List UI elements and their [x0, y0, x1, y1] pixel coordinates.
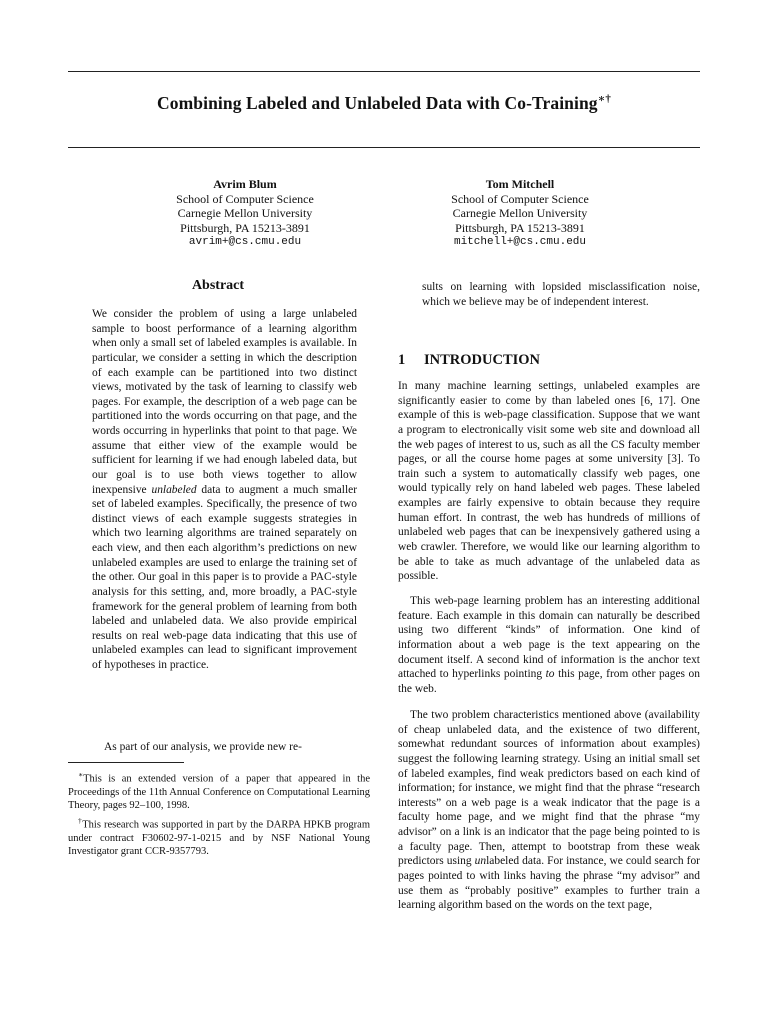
abstract-text-b: data to augment a much smaller set of labeled examples. Specifically, the presence of two distinct views of each example suggests strategies in which two learning algorithms are trained separately on each view, and then each algorithm’s predictions on new unlabeled examples are used to enlarge the training set of the other. Our goal in this paper is to provide a PAC-style analysis for this setting, and, more broadly, a PAC-style framework for the general problem of learning from both labeled and unlabeled data. We also provide empirical results on real web-page data indicating that this use of unlabeled examples can lead to significant improvement of hypotheses in practice. — [92, 483, 358, 671]
author-city: Pittsburgh, PA 15213-3891 — [180, 220, 310, 235]
abstract-heading: Abstract — [191, 278, 245, 293]
author-name: Avrim Blum — [213, 177, 277, 191]
footnote-mark: † — [78, 816, 83, 825]
intro-p2-text-b: this page, from other pages on the web. — [398, 668, 700, 695]
author-block-1 — [130, 177, 360, 250]
abstract-emphasis: unlabeled — [151, 483, 197, 496]
footnote-1 — [68, 768, 370, 812]
author-dept: School of Computer Science — [176, 191, 314, 206]
footnote-text: This is an extended version of a paper that appeared in the Proceedings of the 11th Annual Conference on Computational Learning Theory, pages 92–100, 1998. — [68, 773, 370, 811]
footnote-mark: ∗ — [78, 770, 84, 779]
author-dept: School of Computer Science — [451, 191, 589, 206]
footnote-text: This research was supported in part by the DARPA HPKB program under contract F30602-97-1-0215 and by NSF National Young Investigator grant CCR-9357793. — [68, 819, 371, 857]
footnote-2 — [68, 814, 370, 858]
abstract-paragraph-2-continued: sults on learning with lopsided misclassification noise, which we believe may be of independent interest. — [422, 281, 700, 308]
section-number: 1 — [398, 352, 406, 368]
title-rule-top — [68, 71, 700, 72]
author-email: avrim+@cs.cmu.edu — [188, 236, 302, 248]
intro-p2-emphasis: to — [545, 668, 555, 681]
title-rule-bottom — [68, 147, 700, 148]
intro-p3-text-a: The two problem characteristics mentioned above (availability of cheap unlabeled data, and the existence of two different, somewhat redundant sources of information about examples) suggest the following learning strategy. Using an initial small set of labeled examples, find weak predictors based on each kind of information; for instance, we might find that the phrase “research interests” on a web page is a weak indicator that the page is a faculty home page, and we might find that the phrase “my advisor” on a link is an indicator that the page being pointed to is a faculty page. Then, attempt to bootstrap from these weak predictors using — [398, 709, 700, 868]
footnote-rule — [68, 762, 184, 763]
author-name: Tom Mitchell — [485, 177, 555, 191]
intro-p2-text-a: This web-page learning problem has an interesting additional feature. Each example in this domain can naturally be described using two different “kinds” of information. One kind of information about a web page is the text appearing on the document itself. A second kind of information is the anchor text attached to hyperlinks pointing — [398, 595, 700, 681]
title-footnote-marks: ∗† — [597, 93, 611, 105]
section-title: INTRODUCTION — [424, 352, 541, 368]
author-email: mitchell+@cs.cmu.edu — [453, 236, 587, 248]
author-university: Carnegie Mellon University — [452, 206, 588, 220]
intro-p3-emphasis: un — [474, 855, 487, 868]
author-city: Pittsburgh, PA 15213-3891 — [455, 220, 585, 235]
author-block-2 — [405, 177, 635, 250]
abstract-paragraph-2-start: As part of our analysis, we provide new re- — [104, 741, 302, 753]
section-heading-introduction — [398, 352, 540, 369]
author-university: Carnegie Mellon University — [177, 206, 313, 220]
abstract-paragraph-1 — [92, 307, 357, 673]
intro-paragraph-1: In many machine learning settings, unlabeled examples are significantly easier to come by than labeled ones [6, 17]. One example of this is web-page classification. Suppose that we want a program to electronically visit some web site and download all the web pages of interest to us, such as all the CS faculty member pages, or all the course home pages at some university [3]. To train such a system to automatically classify web pages, one would typically rely on hand labeled web pages. These labeled examples are fairly expensive to obtain because they require human effort. In contrast, the web has hundreds of millions of unlabeled web pages that can be inexpensively gathered using a web crawler. Therefore, we would like our learning algorithm to be able to take as much advantage of the unlabeled data as possible. — [398, 380, 700, 583]
intro-paragraph-2 — [398, 594, 700, 696]
paper-title — [68, 92, 700, 114]
intro-paragraph-3 — [398, 708, 700, 913]
abstract-text-a: We consider the problem of using a large unlabeled sample to boost performance of a learning algorithm when only a small set of labeled examples is available. In particular, we consider a setting in which the description of each example can be partitioned into two distinct views, motivated by the task of learning to classify web pages. For example, the description of a web page can be partitioned into the words occurring on that page, and the words occurring in hyperlinks that point to that page. We assume that either view of the example would be sufficient for learning if we had enough labeled data, but our goal is to use both views together to allow inexpensive — [92, 308, 357, 496]
paper-title-text: Combining Labeled and Unlabeled Data with Co-Training — [157, 92, 598, 113]
intro-p3-text-b: labeled data. For instance, we could search for pages pointed to with links having the phrase “my advisor” and use them as “probably positive” examples to further train a learning algorithm based on the words on the text page, — [398, 855, 700, 912]
